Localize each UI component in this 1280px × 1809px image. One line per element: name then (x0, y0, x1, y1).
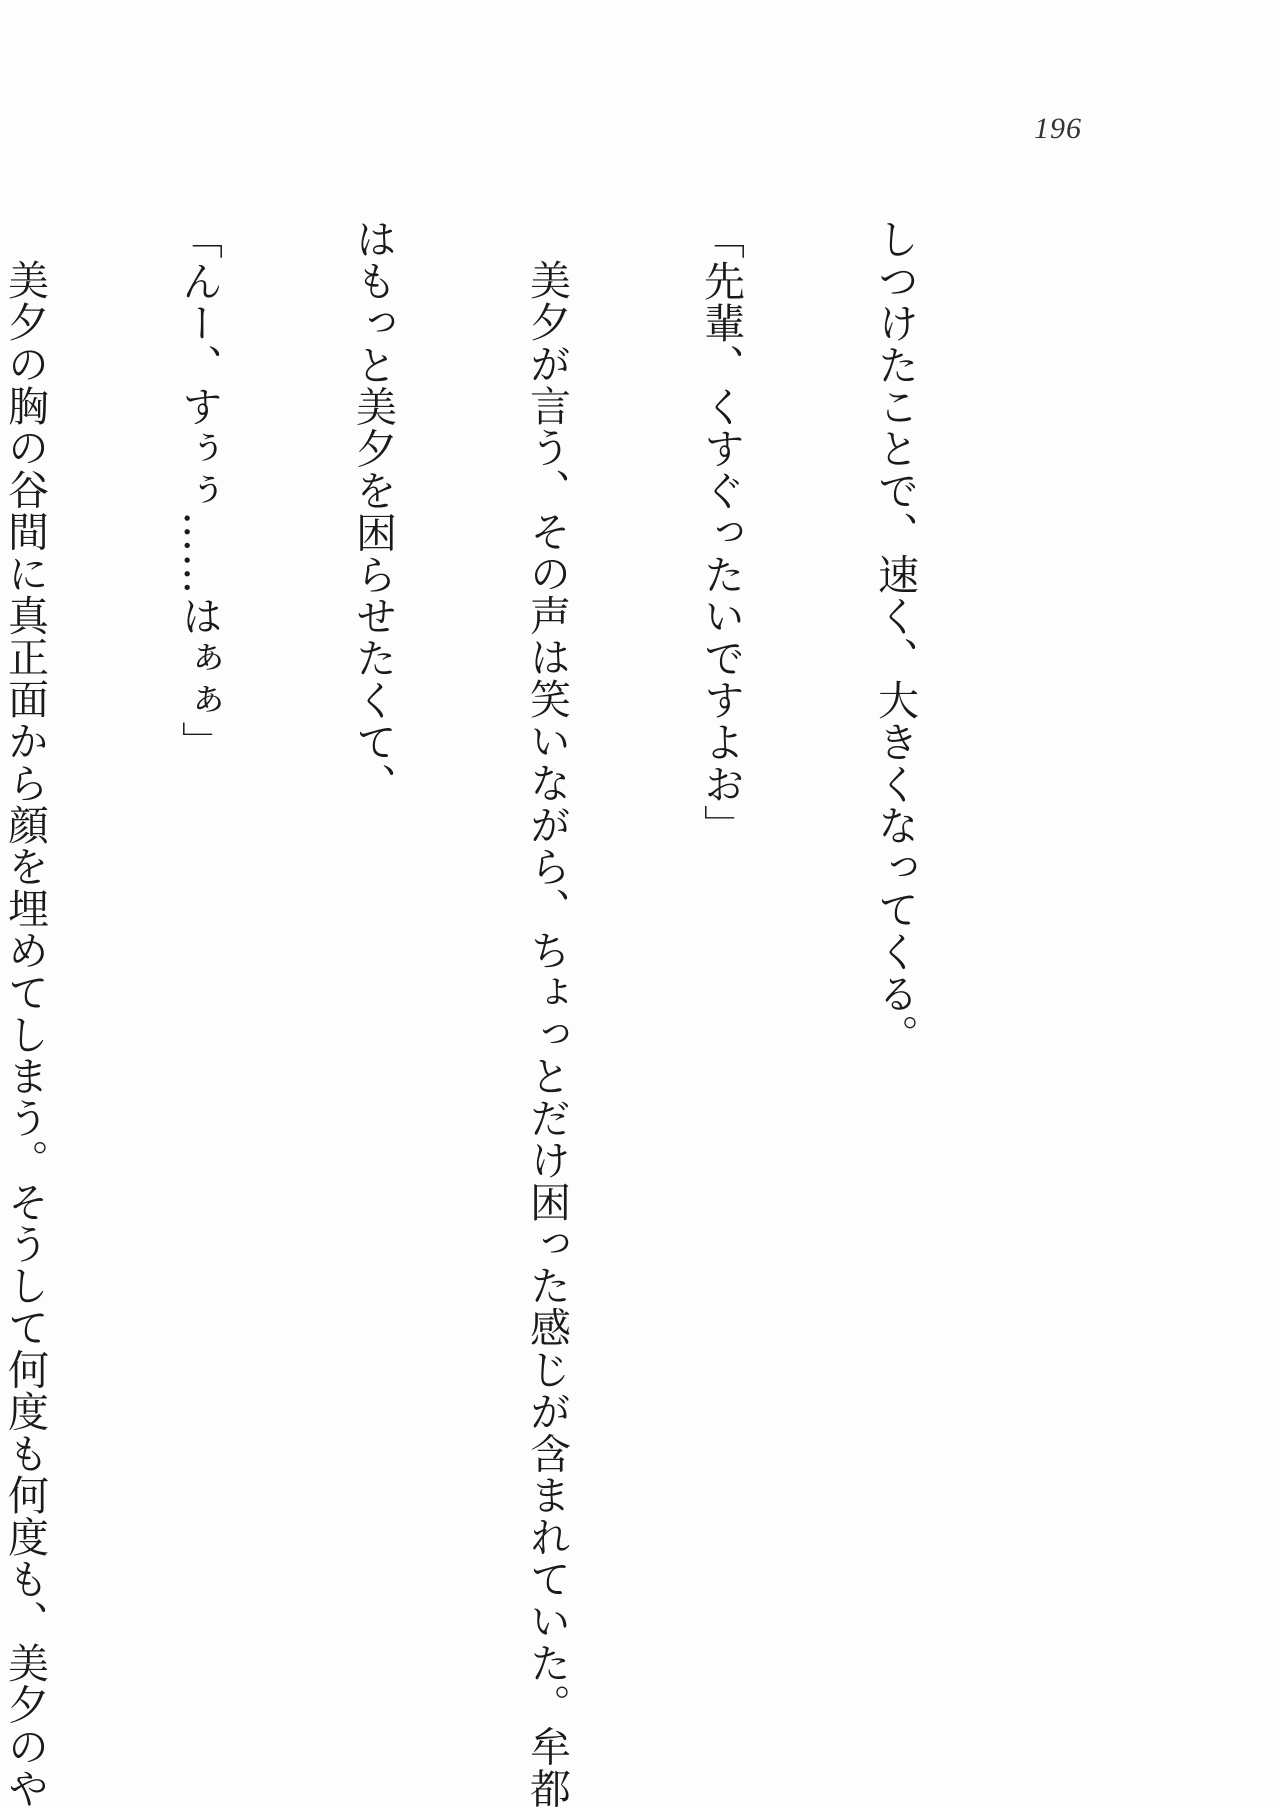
text-line: はもっと美夕を困らせたくて、 (349, 218, 397, 805)
body-text (0, 218, 1040, 1809)
text-line: 「んー、すぅぅ……はぁぁ」 (175, 218, 223, 763)
text-line: しつけたことで、速く、大きくなってくる。 (871, 218, 919, 1056)
page-number: 196 (1034, 112, 1082, 145)
text-line: 美夕が言う、その声は笑いながら、ちょっとだけ困った感じが含まれていた。牟都 (523, 259, 571, 1809)
text-line: 美夕の胸の谷間に真正面から顔を埋めてしまう。そうして何度も何度も、美夕のや (1, 259, 49, 1809)
text-line: 「先輩、くすぐったいですよお」 (697, 218, 745, 847)
